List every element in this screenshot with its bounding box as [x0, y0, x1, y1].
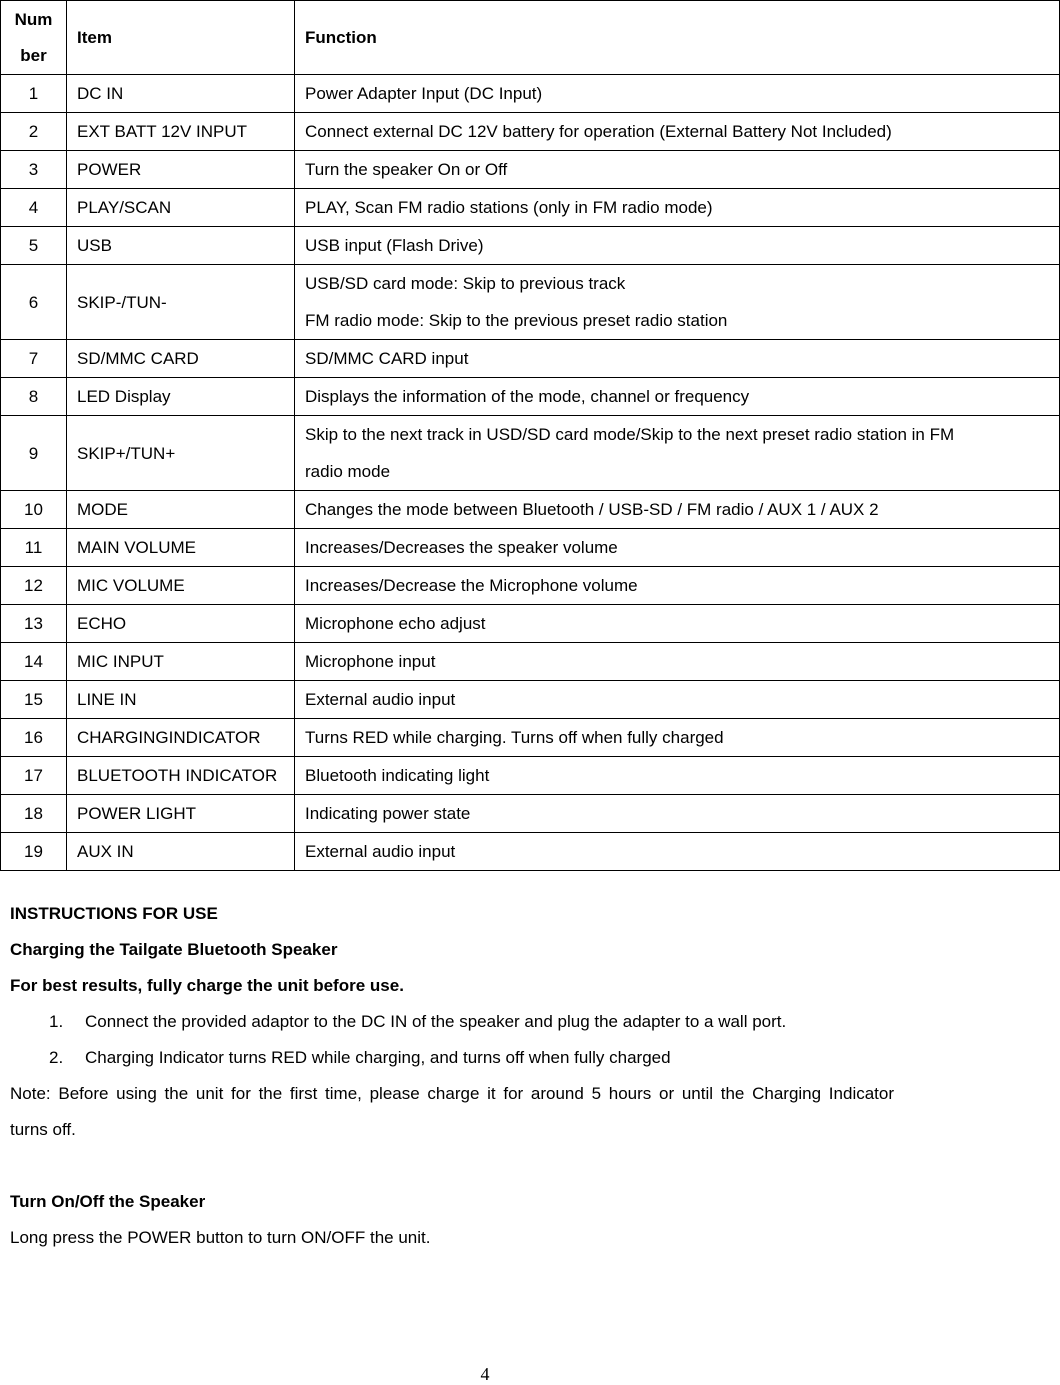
cell-number: 1 — [1, 75, 67, 113]
header-function: Function — [295, 1, 1060, 75]
function-line: SD/MMC CARD input — [305, 349, 469, 368]
cell-number: 11 — [1, 529, 67, 567]
cell-function — [295, 681, 1060, 719]
cell-item: MODE — [67, 491, 295, 529]
cell-number: 10 — [1, 491, 67, 529]
charging-tip: For best results, fully charge the unit before use. — [10, 976, 404, 995]
function-line: FM radio mode: Skip to the previous preset radio station — [305, 311, 728, 330]
table-row — [1, 189, 1060, 227]
cell-number: 16 — [1, 719, 67, 757]
cell-item: SKIP+/TUN+ — [67, 416, 295, 491]
cell-number: 12 — [1, 567, 67, 605]
function-line: Power Adapter Input (DC Input) — [305, 84, 543, 103]
cell-item: AUX IN — [67, 833, 295, 871]
cell-function — [295, 491, 1060, 529]
charging-step — [10, 1004, 1050, 1040]
cell-function — [295, 795, 1060, 833]
table-row — [1, 795, 1060, 833]
cell-item: MAIN VOLUME — [67, 529, 295, 567]
cell-item: USB — [67, 227, 295, 265]
function-line: PLAY, Scan FM radio stations (only in FM radio mode) — [305, 198, 713, 217]
header-number — [1, 1, 67, 75]
charging-steps — [10, 1004, 1050, 1076]
table-row — [1, 719, 1060, 757]
function-line: Microphone echo adjust — [305, 614, 486, 633]
cell-number: 8 — [1, 378, 67, 416]
step-text: Charging Indicator turns RED while charging, and turns off when fully charged — [85, 1048, 671, 1067]
cell-function — [295, 719, 1060, 757]
cell-item: CHARGINGINDICATOR — [67, 719, 295, 757]
cell-item: ECHO — [67, 605, 295, 643]
cell-item: LED Display — [67, 378, 295, 416]
table-row — [1, 378, 1060, 416]
cell-number: 7 — [1, 340, 67, 378]
cell-function — [295, 529, 1060, 567]
cell-function — [295, 416, 1060, 491]
function-line: Microphone input — [305, 652, 436, 671]
page-number: 4 — [480, 1364, 490, 1384]
cell-item: SKIP-/TUN- — [67, 265, 295, 340]
cell-function — [295, 340, 1060, 378]
cell-function — [295, 227, 1060, 265]
cell-item: MIC INPUT — [67, 643, 295, 681]
cell-number: 5 — [1, 227, 67, 265]
table-row — [1, 605, 1060, 643]
cell-function — [295, 605, 1060, 643]
table-row — [1, 567, 1060, 605]
cell-item: EXT BATT 12V INPUT — [67, 113, 295, 151]
cell-function — [295, 151, 1060, 189]
cell-function — [295, 75, 1060, 113]
table-body — [1, 75, 1060, 871]
cell-function — [295, 265, 1060, 340]
cell-number: 17 — [1, 757, 67, 795]
cell-item: POWER LIGHT — [67, 795, 295, 833]
function-line: Bluetooth indicating light — [305, 766, 490, 785]
power-text: Long press the POWER button to turn ON/OFF the unit. — [10, 1228, 431, 1247]
cell-number: 2 — [1, 113, 67, 151]
function-line: External audio input — [305, 690, 456, 709]
cell-number: 9 — [1, 416, 67, 491]
table-row — [1, 416, 1060, 491]
cell-number: 3 — [1, 151, 67, 189]
cell-number: 14 — [1, 643, 67, 681]
step-text: Connect the provided adaptor to the DC IN of the speaker and plug the adapter to a wall port. — [85, 1012, 787, 1031]
table-row — [1, 227, 1060, 265]
header-number-label: Num ber — [14, 9, 53, 65]
cell-number: 6 — [1, 265, 67, 340]
function-line: External audio input — [305, 842, 456, 861]
cell-function — [295, 378, 1060, 416]
cell-item: DC IN — [67, 75, 295, 113]
cell-number: 19 — [1, 833, 67, 871]
table-row — [1, 340, 1060, 378]
function-line: Changes the mode between Bluetooth / USB-SD / FM radio / AUX 1 / AUX 2 — [305, 500, 879, 519]
function-line: radio mode — [305, 462, 391, 481]
function-line: Increases/Decrease the Microphone volume — [305, 576, 638, 595]
table-row — [1, 833, 1060, 871]
cell-item: SD/MMC CARD — [67, 340, 295, 378]
table-row — [1, 757, 1060, 795]
table-row — [1, 75, 1060, 113]
cell-item: BLUETOOTH INDICATOR — [67, 757, 295, 795]
cell-function — [295, 189, 1060, 227]
cell-item: PLAY/SCAN — [67, 189, 295, 227]
cell-function — [295, 833, 1060, 871]
function-line: Skip to the next track in USD/SD card mode/Skip to the next preset radio station in FM — [305, 425, 955, 444]
power-heading: Turn On/Off the Speaker — [10, 1192, 206, 1211]
header-item: Item — [67, 1, 295, 75]
function-line: Connect external DC 12V battery for operation (External Battery Not Included) — [305, 122, 892, 141]
charging-note-line1: Note: Before using the unit for the first time, please charge it for around 5 hours or until the Charging Indicator — [10, 1084, 895, 1103]
cell-function — [295, 567, 1060, 605]
function-line: Indicating power state — [305, 804, 471, 823]
charging-step — [10, 1040, 1050, 1076]
function-line: USB input (Flash Drive) — [305, 236, 484, 255]
cell-item: LINE IN — [67, 681, 295, 719]
function-line: Turns RED while charging. Turns off when fully charged — [305, 728, 724, 747]
step-number: 1. — [49, 1012, 64, 1031]
cell-number: 4 — [1, 189, 67, 227]
cell-item: POWER — [67, 151, 295, 189]
charging-note-line2: turns off. — [10, 1120, 76, 1139]
table-row — [1, 681, 1060, 719]
function-line: Displays the information of the mode, channel or frequency — [305, 387, 750, 406]
cell-number: 13 — [1, 605, 67, 643]
cell-function — [295, 113, 1060, 151]
table-row — [1, 151, 1060, 189]
instructions-heading: INSTRUCTIONS FOR USE — [10, 904, 218, 923]
cell-function — [295, 643, 1060, 681]
cell-function — [295, 757, 1060, 795]
instructions-section — [10, 896, 1050, 1256]
cell-number: 18 — [1, 795, 67, 833]
cell-item: MIC VOLUME — [67, 567, 295, 605]
function-line: Turn the speaker On or Off — [305, 160, 508, 179]
table-row — [1, 643, 1060, 681]
cell-number: 15 — [1, 681, 67, 719]
function-line: Increases/Decreases the speaker volume — [305, 538, 618, 557]
step-number: 2. — [49, 1048, 64, 1067]
table-row — [1, 265, 1060, 340]
table-row — [1, 113, 1060, 151]
table-row — [1, 529, 1060, 567]
table-row — [1, 491, 1060, 529]
table-header-row — [1, 1, 1060, 75]
charging-heading: Charging the Tailgate Bluetooth Speaker — [10, 940, 338, 959]
function-line: USB/SD card mode: Skip to previous track — [305, 274, 626, 293]
